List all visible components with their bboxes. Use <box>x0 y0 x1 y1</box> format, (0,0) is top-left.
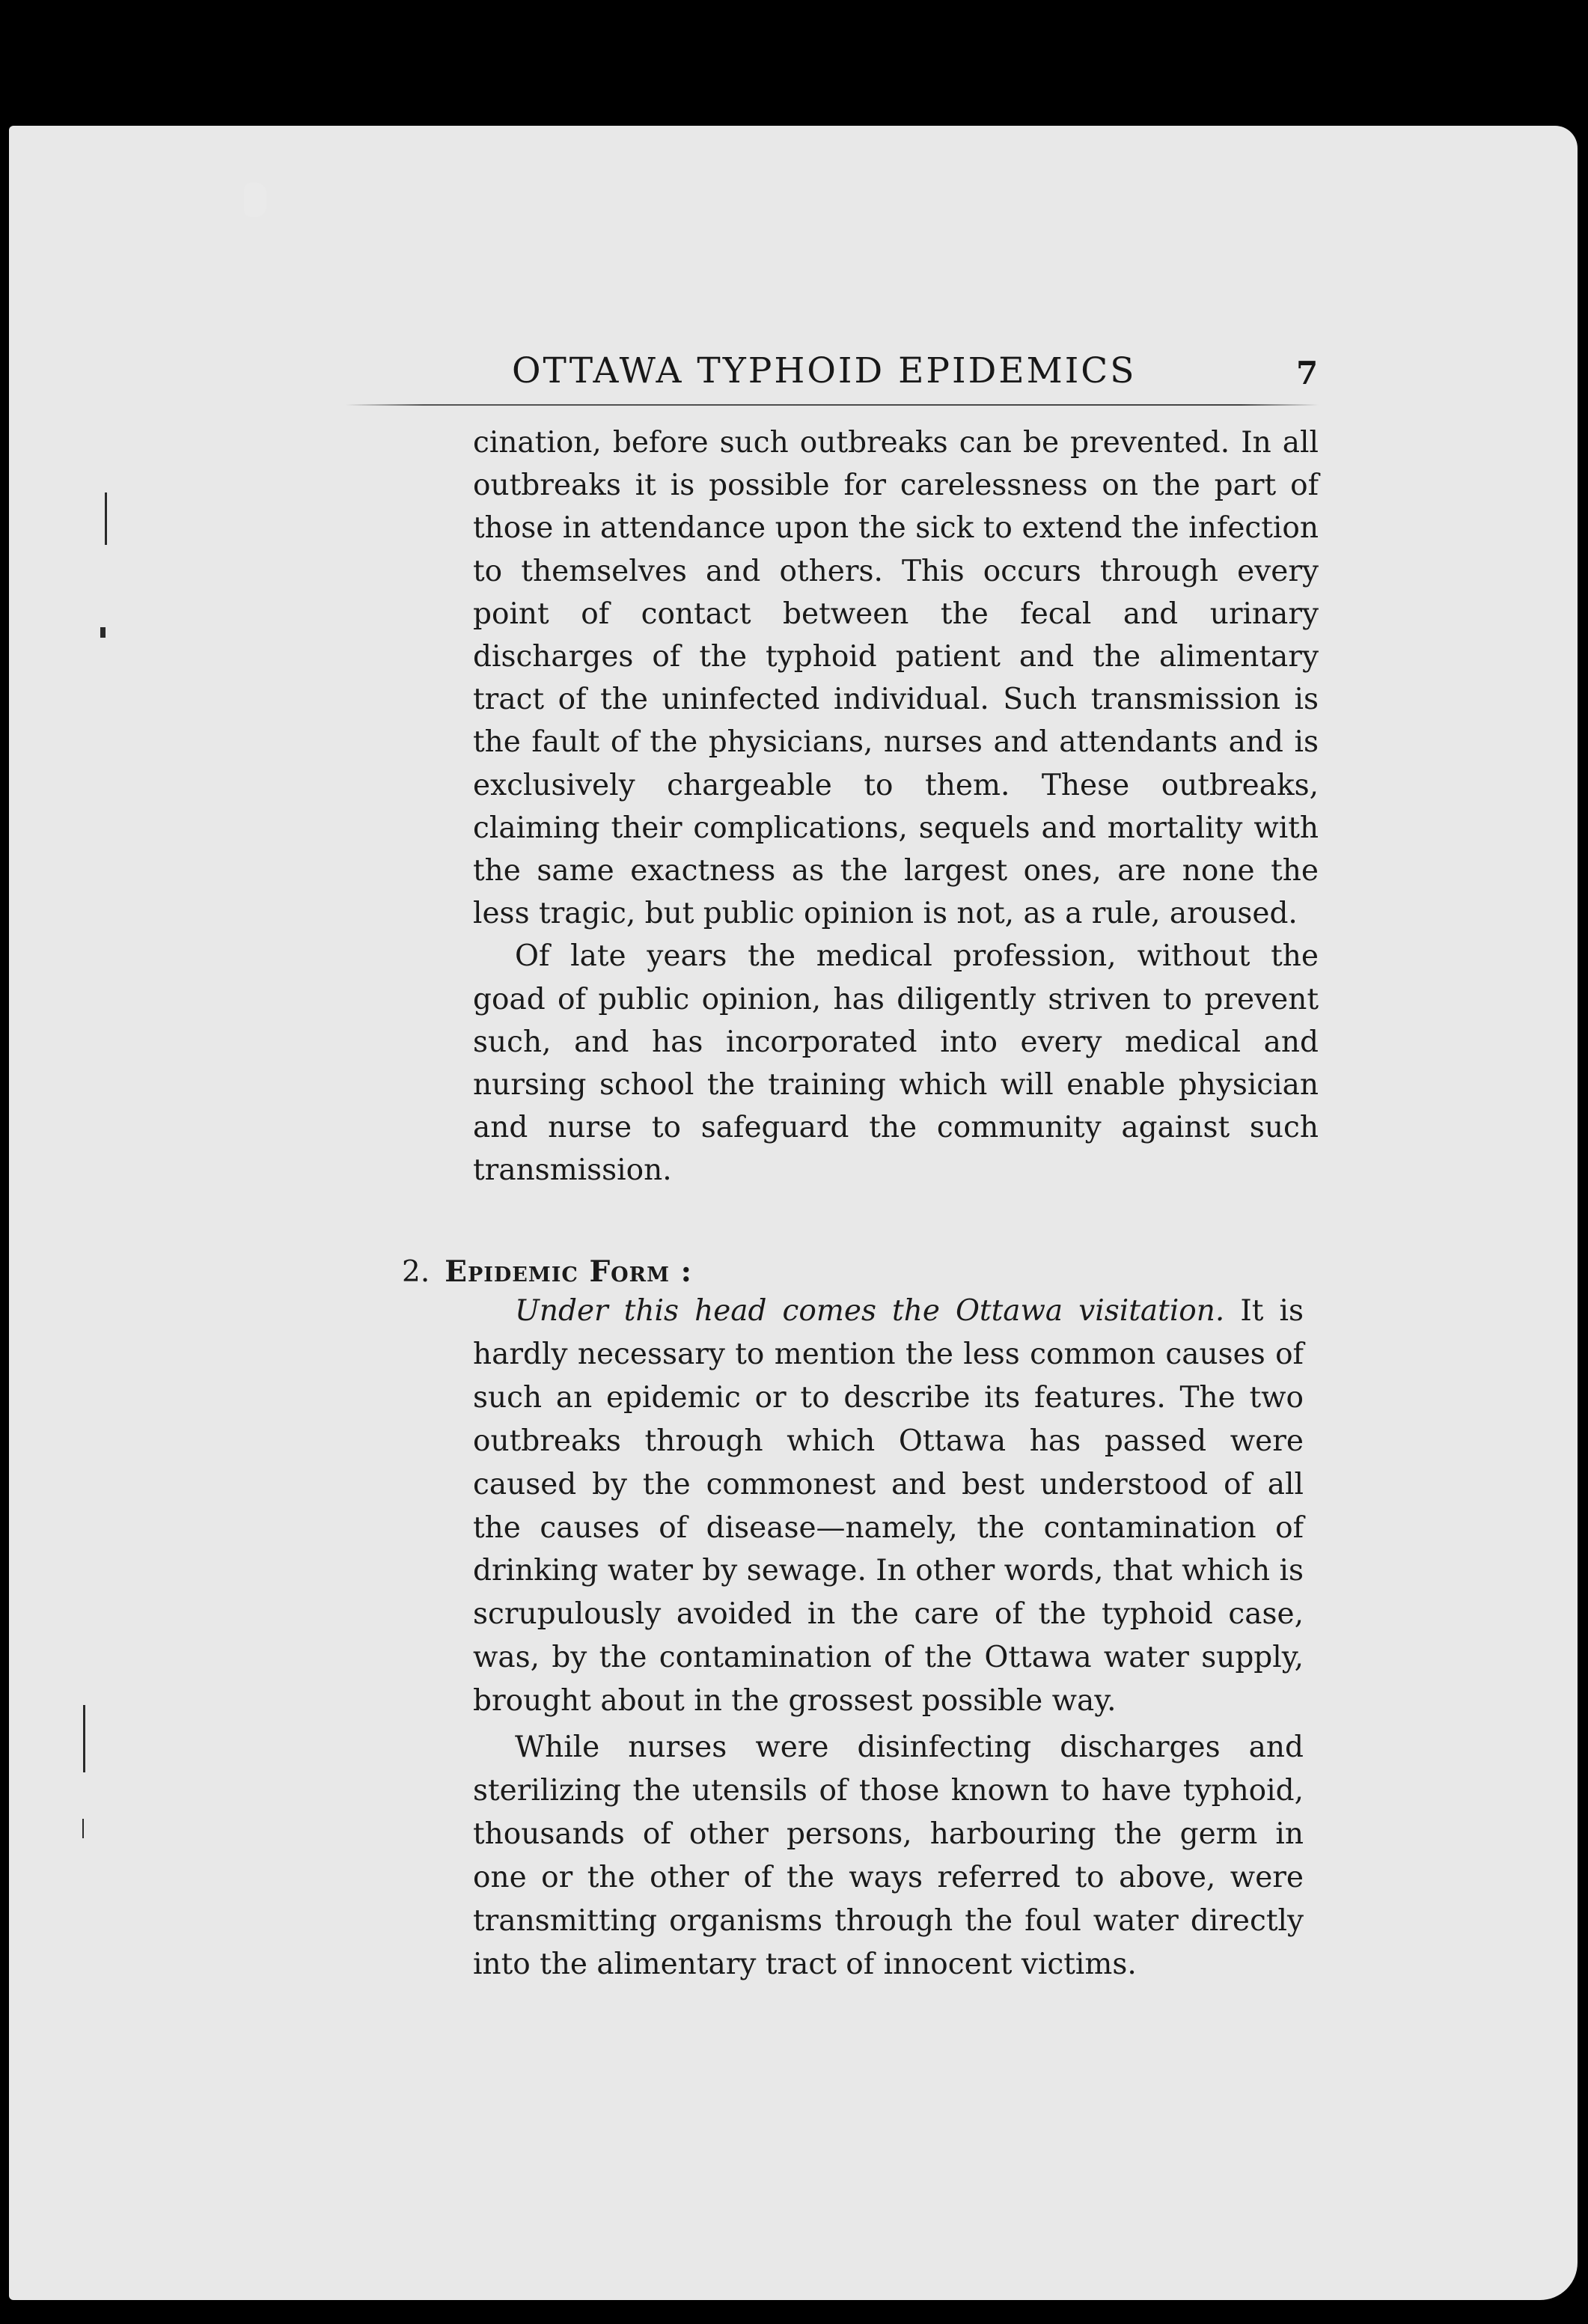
paragraph: cination, before such outbreaks can be prevented. In all outbreaks it is possible for carelessness on the part of those in attendance upon the sick to extend the infection to themselves and others. This occurs through every point of contact between the fecal and urinary discharges of the typhoid patient and the alimentary tract of the uninfected individual. Such transmission is the fault of the physicians, nurses and attendants and is exclusively chargeable to them. These outbreaks, claiming their complications, sequels and mortality with the same exactness as the largest ones, are none the less tragic, but public opinion is not, as a rule, aroused. <box>473 426 1319 931</box>
margin-mark <box>100 627 106 638</box>
book-page <box>9 126 1578 2300</box>
running-title: OTTAWA TYPHOID EPIDEMICS <box>512 350 1137 391</box>
section-body <box>473 1290 1304 1986</box>
margin-mark <box>105 492 107 545</box>
paragraph-text: It is hardly necessary to mention the less common causes of such an epidemic or to describe its features. The two outbreaks through which Ottawa has passed were caused by the commonest and best understood of all the causes of disease—namely, the contamination of drinking water by sewage. In other words, that which is scrupulously avoided in the care of the typhoid case, was, by the contamination of the Ottawa water supply, brought about in the grossest possible way. <box>473 1294 1304 1718</box>
section-title: Epidemic Form : <box>445 1254 692 1289</box>
paragraph: While nurses were disinfecting discharges and sterilizing the utensils of those known to have typhoid, thousands of other persons, harbouring the germ in one or the other of the ways referred to above, were transmitting organisms through the foul water directly into the alimentary tract of innocent victims. <box>473 1730 1304 1981</box>
paragraph: Of late years the medical profession, without the goad of public opinion, has diligently striven to prevent such, and has incorporated into every medical and nursing school the training which will enable physician and nurse to safeguard the community against such transmission. <box>473 939 1319 1188</box>
section-number: 2. <box>402 1255 430 1289</box>
page-number: 7 <box>1296 355 1319 391</box>
body-text <box>473 421 1319 1192</box>
italic-lead: Under this head comes the Ottawa visitation. <box>515 1294 1225 1328</box>
page-header <box>9 350 1578 410</box>
header-rule <box>346 404 1319 406</box>
paragraph <box>473 1290 1304 1723</box>
margin-mark <box>83 1705 85 1772</box>
margin-mark <box>82 1819 84 1838</box>
section-heading <box>402 1254 692 1289</box>
scan-corner-mark <box>244 183 266 217</box>
